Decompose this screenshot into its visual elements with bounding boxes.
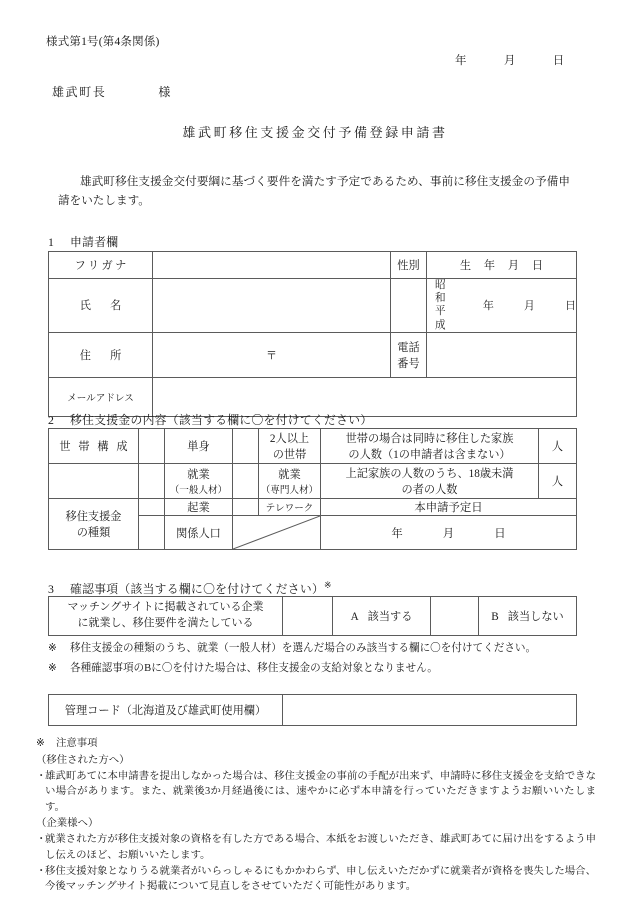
confirmation-table: [48, 596, 577, 636]
header-date-line: [455, 52, 564, 68]
management-code-table: [48, 694, 577, 726]
option-multi: [259, 429, 321, 464]
family-count-line1: 世帯の場合は同時に移住した家族: [345, 433, 514, 445]
management-code-input[interactable]: [283, 695, 577, 726]
section2-title: 移住支援金の内容（該当する欄に〇を付けてください）: [70, 413, 373, 427]
bullet-icon: ・: [36, 833, 47, 845]
name-input[interactable]: [153, 279, 391, 333]
option-employment-line2: （一般人材）: [169, 485, 228, 496]
note-text: 各種確認事項のBに〇を付けた場合は、移住支援金の支給対象となりません。: [70, 663, 438, 674]
header-date-day: 日: [552, 55, 565, 67]
era-heisei: 平成: [435, 306, 446, 331]
checkbox-employment[interactable]: [139, 464, 165, 499]
footer-heading-text: 注意事項: [56, 738, 98, 749]
footer-group2-item-1: 就業された方が移住支援対象の資格を有した方である場合、本紙をお渡しいただき、雄武町あてに届け出をするよう申し伝えのほど、お願いいたします。: [45, 833, 596, 861]
note-mark: ※: [48, 663, 57, 674]
section3-title: 確認事項（該当する欄に〇を付けてください）: [70, 582, 325, 596]
list-item: [36, 769, 596, 816]
birth-month-label: 月: [523, 300, 535, 313]
confirmation-label-line2: に就業し、移住要件を満たしている: [77, 617, 254, 629]
checkbox-single[interactable]: [139, 429, 165, 464]
table-row: [49, 499, 577, 516]
list-item: [36, 864, 596, 896]
footer-heading: [36, 736, 596, 752]
applicant-table: [48, 251, 577, 417]
option-a-letter: A: [350, 611, 359, 623]
footer-group2-item-2: 移住支援対象となりうる就業者がいらっしゃるにもかかわらず、申し伝えいただかずに就業者が資格を喪失した場合、今後マッチングサイト掲載について見直しをさせていただく可能性があります。: [45, 865, 596, 893]
option-specialist-line2: （専門人材）: [260, 485, 319, 496]
unit-person: 人: [551, 476, 564, 488]
list-item: [36, 832, 596, 864]
section1-number: 1: [48, 235, 55, 249]
footer-group-residents: [36, 753, 596, 816]
birth-day-label: 日: [565, 300, 576, 313]
header-date-year: 年: [455, 55, 467, 67]
household-label: 世 帯 構 成: [49, 429, 139, 464]
application-date-input[interactable]: [321, 516, 577, 550]
era-options: [435, 279, 453, 332]
family-count-line2: の人数（1の申請者は含まない）: [348, 449, 511, 461]
option-telework: テレワーク: [259, 499, 321, 516]
footer-group1-title: （移住された方へ）: [36, 754, 130, 766]
section3-number: 3: [48, 582, 55, 596]
addressee: [52, 83, 170, 100]
section3-title-mark: ※: [324, 580, 332, 591]
page-title: 雄武町移住支援金交付予備登録申請書: [182, 125, 448, 140]
checkbox-startup[interactable]: [139, 499, 165, 516]
minor-count-line2: の者の人数: [401, 484, 458, 496]
footer-group1-item-1: 雄武町あてに本申請書を提出しなかった場合は、移住支援金の事前の手配が出来ず、申請時に移住支援金を支給できない場合があります。また、就業後3か月経過後には、速やかに必ず本申請を行っていただきますようお願いいたします。: [45, 770, 596, 814]
table-row: [49, 597, 577, 636]
checkbox-option-a[interactable]: [283, 597, 333, 636]
confirmation-label-line1: マッチングサイトに掲載されている企業: [67, 601, 264, 614]
application-year-label: 年: [391, 527, 403, 540]
footer-notes: [36, 736, 596, 895]
furigana-input[interactable]: [153, 252, 391, 279]
name-label: 氏 名: [49, 279, 153, 333]
option-multi-line1: 2人以上: [269, 433, 310, 445]
checkbox-related-pop[interactable]: [139, 516, 165, 550]
option-employment-line1: 就業: [187, 469, 210, 481]
phone-label: [391, 332, 427, 377]
address-label: 住 所: [49, 332, 153, 377]
section3-heading: [48, 580, 332, 597]
table-row: [49, 695, 577, 726]
support-type-table: [48, 428, 577, 550]
birthdate-input[interactable]: [427, 279, 577, 333]
section2-heading: [48, 411, 372, 428]
addressee-name: 雄武町長: [52, 85, 107, 99]
support-type-label-line1: 移住支援金: [65, 511, 122, 523]
phone-label-line2: 番号: [397, 357, 420, 370]
section3-note-2: [48, 661, 578, 677]
table-row: [49, 252, 577, 279]
addressee-honorific: 様: [158, 85, 171, 99]
minor-count-input[interactable]: [539, 464, 577, 499]
lead-paragraph: 雄武町移住支援金交付要綱に基づく要件を満たす予定であるため、事前に移住支援金の予備申請をいたします。: [58, 175, 570, 208]
unused-diagonal-cell: [233, 516, 321, 550]
option-related-pop: 関係人口: [165, 516, 233, 550]
section1-title: 申請者欄: [70, 235, 119, 249]
birthdate-label: 生 年 月 日: [427, 252, 577, 279]
confirmation-label: [49, 597, 283, 636]
option-a: [333, 597, 431, 636]
section1-heading: [48, 233, 118, 250]
furigana-label: フリガナ: [49, 252, 153, 279]
option-b-text: 該当しない: [507, 611, 564, 623]
phone-input[interactable]: [427, 332, 577, 377]
option-b-letter: B: [491, 611, 499, 623]
note-mark: ※: [48, 643, 57, 654]
table-row: [49, 332, 577, 377]
option-single: 単身: [165, 429, 233, 464]
postal-mark-icon: 〒: [266, 349, 277, 362]
checkbox-telework[interactable]: [233, 499, 259, 516]
family-count-text: [321, 429, 539, 464]
gender-label: 性別: [391, 252, 427, 279]
checkbox-option-b[interactable]: [431, 597, 479, 636]
support-type-label-line2: の種類: [76, 527, 111, 539]
family-count-input[interactable]: [539, 429, 577, 464]
checkbox-specialist[interactable]: [233, 464, 259, 499]
form-number: 様式第1号(第4条関係): [46, 36, 160, 48]
email-label: メールアドレス: [49, 377, 153, 416]
footer-group2-title: （企業様へ）: [36, 818, 99, 830]
bullet-icon: ・: [36, 770, 47, 782]
birth-year-label: 年: [482, 300, 494, 313]
support-type-label: [49, 499, 139, 550]
option-multi-line2: の世帯: [272, 449, 307, 461]
option-specialist-line1: 就業: [278, 469, 301, 481]
footer-heading-mark: ※: [36, 738, 45, 749]
option-employment: [165, 464, 233, 499]
application-date-label: 本申請予定日: [321, 499, 577, 516]
table-row: [49, 279, 577, 333]
support-type-spacer: [49, 464, 139, 499]
phone-label-line1: 電話: [397, 341, 420, 354]
table-row: [49, 464, 577, 499]
option-specialist: [259, 464, 321, 499]
minor-count-line1: 上記家族の人数のうち、18歳未満: [345, 468, 514, 480]
application-month-label: 月: [442, 527, 455, 540]
address-input[interactable]: [153, 332, 391, 377]
checkbox-multi[interactable]: [233, 429, 259, 464]
section3-note-1: [48, 641, 578, 657]
bullet-icon: ・: [36, 865, 47, 877]
minor-count-text: [321, 464, 539, 499]
unit-person: 人: [551, 441, 564, 453]
option-startup: 起業: [165, 499, 233, 516]
table-row: [49, 429, 577, 464]
footer-group-companies: [36, 816, 596, 895]
gender-input[interactable]: [391, 279, 427, 333]
application-day-label: 日: [494, 527, 506, 540]
option-b: [479, 597, 577, 636]
option-a-text: 該当する: [367, 611, 413, 623]
management-code-label: 管理コード（北海道及び雄武町使用欄）: [49, 695, 283, 726]
era-showa: 昭和: [435, 280, 446, 305]
note-text: 移住支援金の種類のうち、就業（一般人材）を選んだ場合のみ該当する欄に〇を付けてください。: [70, 643, 537, 654]
section2-number: 2: [48, 413, 55, 427]
header-date-month: 月: [503, 55, 516, 67]
